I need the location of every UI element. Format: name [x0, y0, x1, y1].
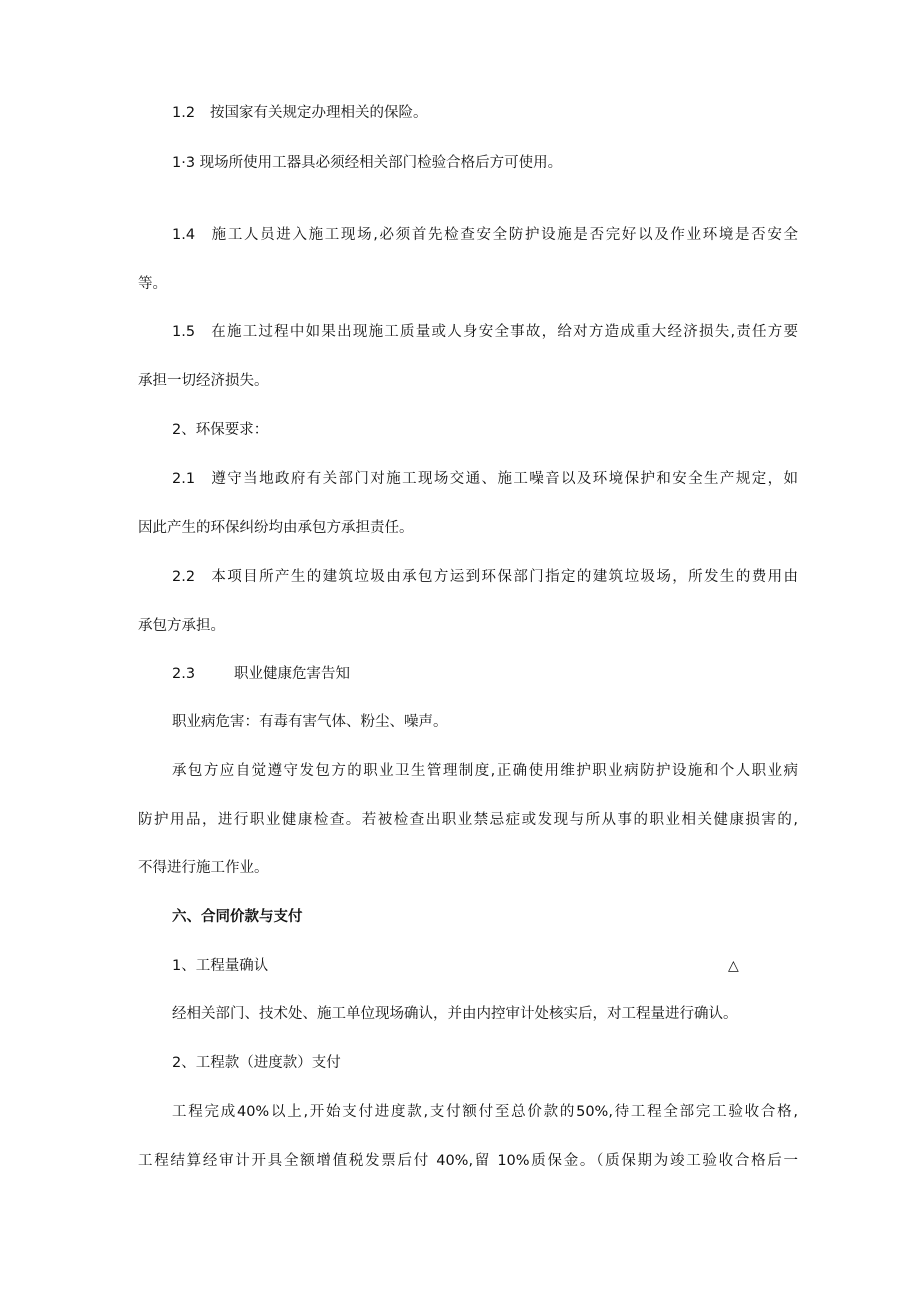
section-2-heading [172, 420, 798, 440]
payment-2-heading [172, 1053, 798, 1073]
section-6-heading [172, 907, 798, 927]
heading-text: 2、工程款（进度款）支付 [172, 1055, 341, 1071]
clause-text: 在施工过程中如果出现施工质量或人身安全事故，给对方造成重大经济损失,责任方要 [210, 324, 798, 340]
clause-text: 本项目所产生的建筑垃圾由承包方运到环保部门指定的建筑垃圾场，所发生的费用由 [210, 569, 798, 585]
heading-text: 2、环保要求： [172, 422, 269, 438]
clause-text: 按国家有关规定办理相关的保险。 [210, 105, 428, 121]
clause-number: 2.3 [172, 666, 196, 682]
clause-text: 等。 [138, 276, 167, 292]
clause-text: 施工人员进入施工现场,必须首先检查安全防护设施是否完好以及作业环境是否安全 [210, 227, 798, 243]
heading-text: 1、工程量确认 [172, 958, 269, 974]
clause-number: 1.2 [172, 105, 196, 121]
triangle-mark-icon: △ [728, 958, 739, 974]
clause-1-5-line-1 [172, 322, 798, 342]
duty-line-3 [138, 858, 798, 878]
clause-number: 1.5 [172, 324, 196, 340]
clause-1-2 [172, 103, 798, 123]
clause-2-2-line-2 [138, 616, 798, 636]
clause-1-4-line-2 [138, 274, 798, 294]
clause-number: 1.4 [172, 227, 196, 243]
paragraph-text: 工程完成40%以上,开始支付进度款,支付额付至总价款的50%,待工程全部完工验收合格, [172, 1104, 798, 1120]
clause-2-1-line-1 [172, 469, 798, 489]
duty-line-2 [138, 810, 798, 830]
clause-text: 因此产生的环保纠纷均由承包方承担责任。 [138, 520, 414, 536]
hazard-statement [172, 712, 798, 732]
clause-text: 1·3 现场所使用工器具必须经相关部门检验合格后方可使用。 [172, 155, 563, 171]
clause-number: 2.2 [172, 569, 196, 585]
paragraph-text: 经相关部门、技术处、施工单位现场确认，并由内控审计处核实后，对工程量进行确认。 [172, 1006, 738, 1022]
clause-1-4-line-1 [172, 225, 798, 245]
clause-2-2-line-1 [172, 567, 798, 587]
hazard-text: 职业病危害：有毒有害气体、粉尘、噪声。 [172, 714, 448, 730]
duty-line-1 [172, 761, 798, 781]
duty-text: 不得进行施工作业。 [138, 860, 269, 876]
payment-2-line-2 [138, 1151, 798, 1171]
payment-1-heading [172, 956, 798, 976]
clause-2-1-line-2 [138, 518, 798, 538]
clause-1-5-line-2 [138, 371, 798, 391]
clause-2-3 [172, 664, 798, 684]
payment-2-line-1 [172, 1102, 798, 1122]
clause-text: 承包方承担。 [138, 618, 225, 634]
payment-1-text [172, 1004, 798, 1024]
heading-text: 六、合同价款与支付 [172, 909, 303, 925]
duty-text: 防护用品，进行职业健康检查。若被检查出职业禁忌症或发现与所从事的职业相关健康损害的, [138, 812, 798, 828]
duty-text: 承包方应自觉遵守发包方的职业卫生管理制度,正确使用维护职业病防护设施和个人职业病 [172, 763, 798, 779]
clause-number: 2.1 [172, 471, 196, 487]
clause-1-3 [172, 153, 798, 173]
clause-text: 承担一切经济损失。 [138, 373, 269, 389]
clause-text: 职业健康危害告知 [234, 666, 350, 682]
clause-text: 遵守当地政府有关部门对施工现场交通、施工噪音以及环境保护和安全生产规定，如 [210, 471, 798, 487]
paragraph-text: 工程结算经审计开具全额增值税发票后付 40%,留 10%质保金。（质保期为竣工验收合格后一 [138, 1153, 798, 1169]
